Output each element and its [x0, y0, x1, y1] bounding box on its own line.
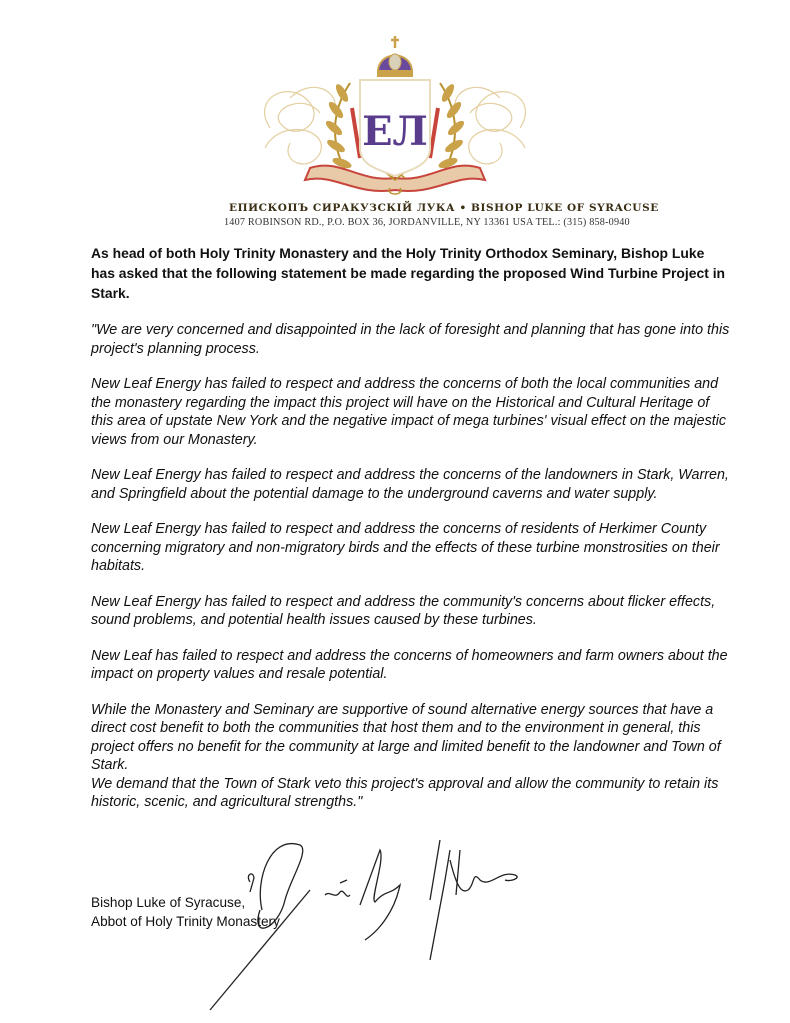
letter-body	[91, 243, 731, 829]
laurel-left	[324, 82, 353, 178]
statement-paragraph: New Leaf Energy has failed to respect and address the community's concerns about flicker effects, sound problems, and potential health issues caused by these turbines.	[91, 593, 716, 628]
statement-paragraph: While the Monastery and Seminary are supportive of sound alternative energy sources that have a direct cost benefit to both the communities that host them and to the environment in general, this project offers no benefit for the community at large and limited benefit to the landowner and Town of Stark.	[91, 701, 721, 773]
crest-logo	[250, 18, 540, 203]
statement-paragraph: New Leaf Energy has failed to respect and address the concerns of both the local communities and the monastery regarding the impact this project will have on the Historical and Cultural Heritage of this area of upstate New York and the negative impact of mega turbines' visual effect on the majestic views from our Monastery.	[91, 376, 727, 448]
crest-monogram: ЕЛ	[362, 108, 428, 155]
statement-paragraph: "We are very concerned and disappointed in the lack of foresight and planning that has gone into this project's planning process.	[91, 322, 730, 357]
signer-name: Bishop Luke of Syracuse,	[91, 895, 246, 910]
statement-paragraph: New Leaf Energy has failed to respect and address the concerns of residents of Herkimer County concerning migratory and non-migratory birds and the effects of these turbine monstrosities on their habitats.	[91, 521, 720, 574]
intro-paragraph: As head of both Holy Trinity Monastery and the Holy Trinity Orthodox Seminary, Bishop Luke has asked that the following statement be made regarding the proposed Wind Turbine Project in Stark.	[91, 245, 726, 301]
letterhead-name: ЕПИСКОПЪ СИРАКУЗСКІЙ ЛУКА • BISHOP LUKE OF SYRACUSE	[229, 202, 659, 214]
scrollwork-right	[454, 87, 525, 164]
mitre-icon	[377, 36, 413, 77]
signer-title: Abbot of Holy Trinity Monastery	[91, 914, 280, 929]
letterhead-name-line	[224, 201, 659, 215]
signature-block	[91, 893, 280, 931]
letterhead-address: 1407 ROBINSON RD., P.O. BOX 36, JORDANVILLE, NY 13361 USA TEL.: (315) 858-0940	[224, 217, 630, 228]
laurel-right	[437, 82, 466, 178]
statement-paragraph: New Leaf has failed to respect and address the concerns of homeowners and farm owners about the impact on property values and resale potential.	[91, 647, 728, 682]
scrollwork-left	[265, 87, 336, 164]
statement-paragraph: New Leaf Energy has failed to respect and address the concerns of the landowners in Stark, Warren, and Springfield about the potential damage to the underground caverns and water supply.	[91, 467, 729, 502]
statement-paragraph: We demand that the Town of Stark veto this project's approval and allow the community to retain its historic, scenic, and agricultural strengths."	[91, 775, 719, 810]
